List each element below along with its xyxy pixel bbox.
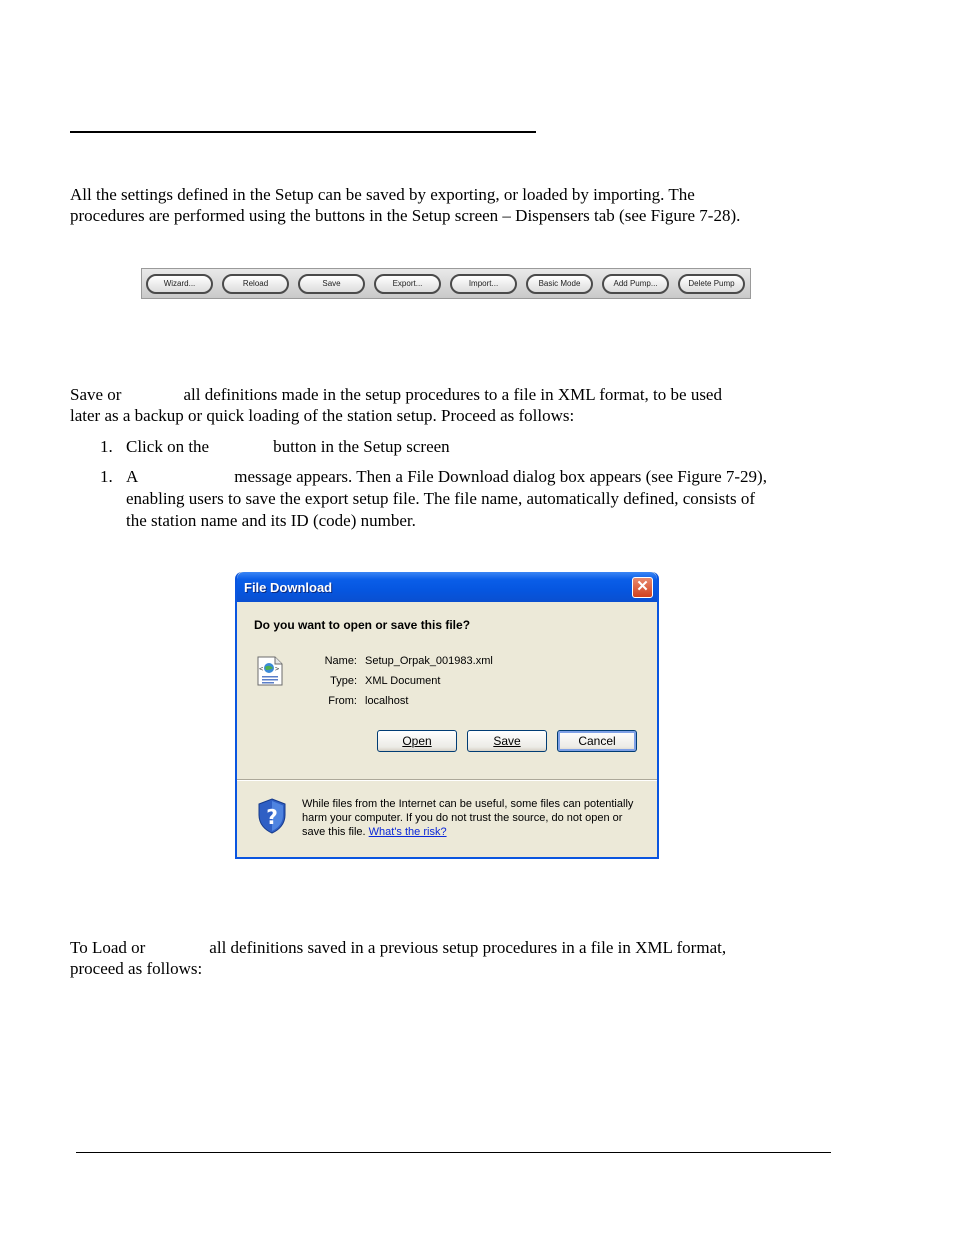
import-button[interactable]: Import... — [450, 274, 517, 294]
security-warning-text: While files from the Internet can be useful, some files can potentially harm your computer. If you do not trust the source, do not open or save this file. What's the risk? — [302, 798, 634, 838]
svg-text:?: ? — [266, 805, 278, 829]
export-paragraph — [70, 384, 850, 426]
close-icon[interactable]: ✕ — [632, 577, 653, 598]
add-pump-button[interactable]: Add Pump... — [602, 274, 669, 294]
file-download-dialog — [235, 572, 659, 859]
name-label: Name: — [324, 655, 357, 667]
from-value: localhost — [365, 695, 409, 707]
dialog-question: Do you want to open or save this file? — [254, 618, 471, 632]
setup-toolbar — [141, 268, 751, 299]
section-heading-rule — [70, 131, 536, 133]
save-button[interactable]: Save — [298, 274, 365, 294]
dialog-separator — [237, 779, 657, 780]
cancel-button[interactable]: Cancel — [557, 730, 637, 752]
save-file-button[interactable]: Save — [467, 730, 547, 752]
svg-text:>: > — [275, 665, 280, 673]
import-line-1: To Load or all definitions saved in a previous setup procedures in a file in XML format, — [70, 938, 727, 957]
export-step-2: 1. A message appears. Then a File Download dialog box appears (see Figure 7-29), enabling users to save the export setup file. The file name, automatically defined, consists of the station name and its ID (code) number. — [100, 467, 767, 530]
intro-line-1: All the settings defined in the Setup can be saved by exporting, or loaded by importing. The — [70, 185, 695, 204]
type-value: XML Document — [365, 675, 441, 687]
export-line-2: later as a backup or quick loading of the station setup. Proceed as follows: — [70, 406, 575, 425]
reload-button[interactable]: Reload — [222, 274, 289, 294]
basic-mode-button[interactable]: Basic Mode — [526, 274, 593, 294]
intro-paragraph — [70, 184, 850, 226]
delete-pump-button[interactable]: Delete Pump — [678, 274, 745, 294]
footer-rule — [76, 1152, 831, 1153]
name-value: Setup_Orpak_001983.xml — [365, 655, 493, 667]
wizard-button[interactable]: Wizard... — [146, 274, 213, 294]
whats-the-risk-link[interactable]: What's the risk? — [368, 826, 447, 838]
export-button[interactable]: Export... — [374, 274, 441, 294]
import-paragraph — [70, 937, 850, 979]
dialog-title: File Download — [244, 580, 333, 595]
type-label: Type: — [330, 675, 357, 687]
export-line-1: Save or all definitions made in the setup procedures to a file in XML format, to be used — [70, 385, 722, 404]
open-button[interactable]: Open — [377, 730, 457, 752]
svg-text:<: < — [259, 665, 264, 673]
security-shield-icon — [257, 798, 287, 834]
import-line-2: proceed as follows: — [70, 959, 203, 978]
dialog-titlebar[interactable] — [237, 572, 657, 602]
from-label: From: — [328, 695, 357, 707]
intro-line-2: procedures are performed using the buttons in the Setup screen – Dispensers tab (see Figure 7-28). — [70, 206, 741, 225]
export-step-1: 1. Click on the button in the Setup screen — [100, 437, 450, 456]
